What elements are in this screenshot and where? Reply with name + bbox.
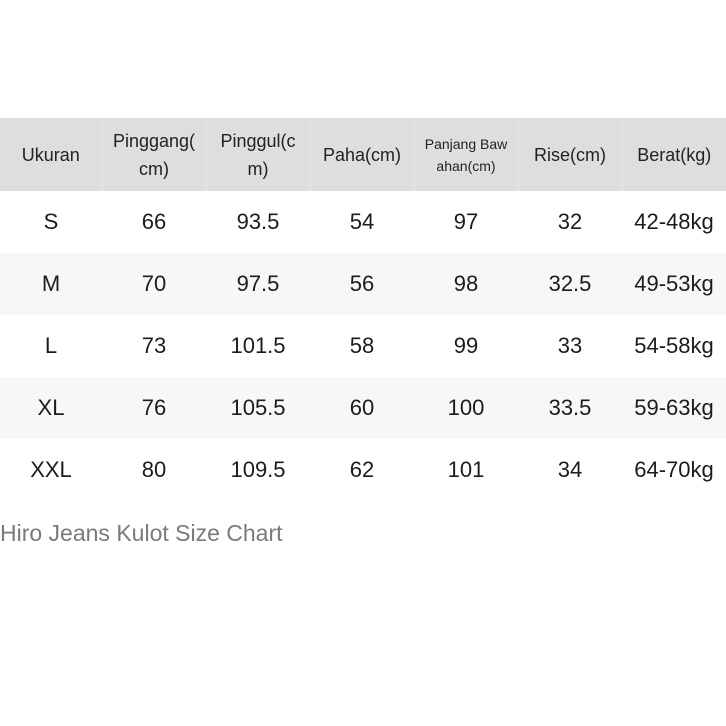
cell-berat: 42-48kg [634,209,714,234]
cell-paha: 58 [349,333,375,358]
size-chart-table [0,118,726,501]
header-berat: Berat(kg) [622,118,726,191]
table-row [0,439,726,501]
table-row [0,377,726,439]
cell-panjang-bawahan: 97 [453,209,479,234]
cell-pinggang: 80 [141,457,167,482]
cell-panjang-bawahan: 100 [447,395,485,420]
cell-pinggul: 105.5 [230,395,286,420]
cell-rise: 32 [557,209,583,234]
cell-panjang-bawahan: 101 [447,457,485,482]
cell-size: L [44,333,58,358]
table-row [0,315,726,377]
cell-size: XL [37,395,65,420]
table-header-row [0,118,726,191]
cell-panjang-bawahan: 98 [453,271,479,296]
cell-pinggang: 73 [141,333,167,358]
header-pinggul: Pinggul(c m) [206,118,310,191]
cell-paha: 60 [349,395,375,420]
cell-berat: 64-70kg [634,457,714,482]
cell-paha: 56 [349,271,375,296]
cell-pinggul: 97.5 [236,271,280,296]
cell-panjang-bawahan: 99 [453,333,479,358]
cell-rise: 32.5 [548,271,592,296]
cell-pinggang: 70 [141,271,167,296]
table-row [0,191,726,253]
cell-pinggang: 76 [141,395,167,420]
cell-size: S [43,209,59,234]
header-ukuran: Ukuran [21,144,80,165]
header-rise: Rise(cm) [518,118,622,191]
cell-pinggul: 93.5 [236,209,280,234]
cell-rise: 33.5 [548,395,592,420]
cell-rise: 33 [557,333,583,358]
cell-berat: 59-63kg [634,395,714,420]
header-panjang-bawahan: Panjang Baw ahan(cm) [414,118,518,191]
cell-pinggul: 101.5 [230,333,286,358]
cell-paha: 54 [349,209,375,234]
cell-berat: 49-53kg [634,271,714,296]
cell-berat: 54-58kg [634,333,714,358]
cell-pinggul: 109.5 [230,457,286,482]
header-paha: Paha(cm) [310,118,414,191]
cell-rise: 34 [557,457,583,482]
cell-size: M [41,271,61,296]
cell-paha: 62 [349,457,375,482]
header-pinggang: Pinggang( cm) [102,118,206,191]
cell-size: XXL [30,457,72,482]
table-row [0,253,726,315]
chart-caption: Hiro Jeans Kulot Size Chart [0,520,283,546]
cell-pinggang: 66 [141,209,167,234]
